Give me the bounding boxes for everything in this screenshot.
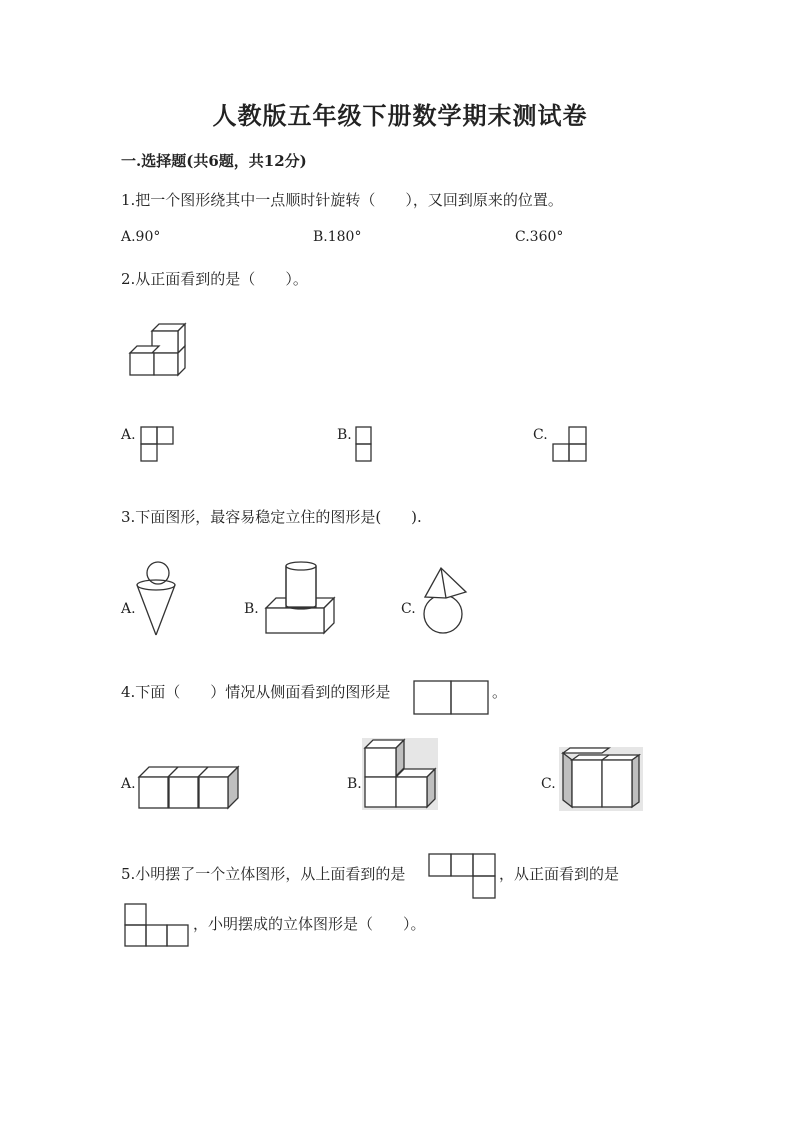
question-3-text: 3.下面图形，最容易稳定立住的图形是( ). <box>121 508 422 526</box>
question-5-text-front: ，从正面看到的是 <box>499 865 620 883</box>
q4-end-mark: 。 <box>492 683 508 701</box>
question-5-text-line2: ，小明摆成的立体图形是（ ）。 <box>193 915 426 933</box>
q4-option-b-l-shape-cubes <box>362 738 438 810</box>
q5-top-view-figure <box>428 853 496 899</box>
question-1-text: 1.把一个图形绕其中一点顺时针旋转（ ），又回到原来的位置。 <box>121 191 563 209</box>
question-4-text: 4.下面（ ）情况从侧面看到的图形是 <box>121 683 391 701</box>
q2-option-a-view <box>140 426 174 462</box>
q4-option-c-cube-group <box>559 747 643 811</box>
q1-option-b[interactable]: B.180° <box>313 229 362 245</box>
question-5-text-line1: 5.小明摆了一个立体图形，从上面看到的是 <box>121 865 406 883</box>
q4-option-a[interactable]: A. <box>121 776 136 792</box>
page-title: 人教版五年级下册数学期末测试卷 <box>212 101 588 130</box>
q1-option-c[interactable]: C.360° <box>515 229 564 245</box>
q4-option-c[interactable]: C. <box>541 776 556 792</box>
section-heading: 一.选择题(共6题，共12分) <box>121 152 307 170</box>
q3-option-b-cylinder-on-block <box>264 561 336 635</box>
q5-front-view-figure <box>124 903 190 947</box>
question-2-text: 2.从正面看到的是（ ）。 <box>121 270 308 288</box>
q4-side-view-figure <box>413 680 489 716</box>
q3-option-c[interactable]: C. <box>401 601 416 617</box>
q3-option-b[interactable]: B. <box>244 601 259 617</box>
q2-option-a[interactable]: A. <box>121 427 136 443</box>
q3-option-a[interactable]: A. <box>121 601 136 617</box>
q4-option-b[interactable]: B. <box>347 776 362 792</box>
q2-option-c[interactable]: C. <box>533 427 548 443</box>
q2-option-c-view <box>552 426 588 462</box>
q2-cube-stack-figure <box>128 323 188 377</box>
q2-option-b[interactable]: B. <box>337 427 352 443</box>
q2-option-b-view <box>355 426 372 462</box>
q1-option-a[interactable]: A.90° <box>121 229 161 245</box>
q3-option-a-sphere-on-cone <box>134 560 182 638</box>
q4-option-a-three-cubes-row <box>138 764 240 810</box>
q3-option-c-cone-on-sphere <box>420 566 470 636</box>
